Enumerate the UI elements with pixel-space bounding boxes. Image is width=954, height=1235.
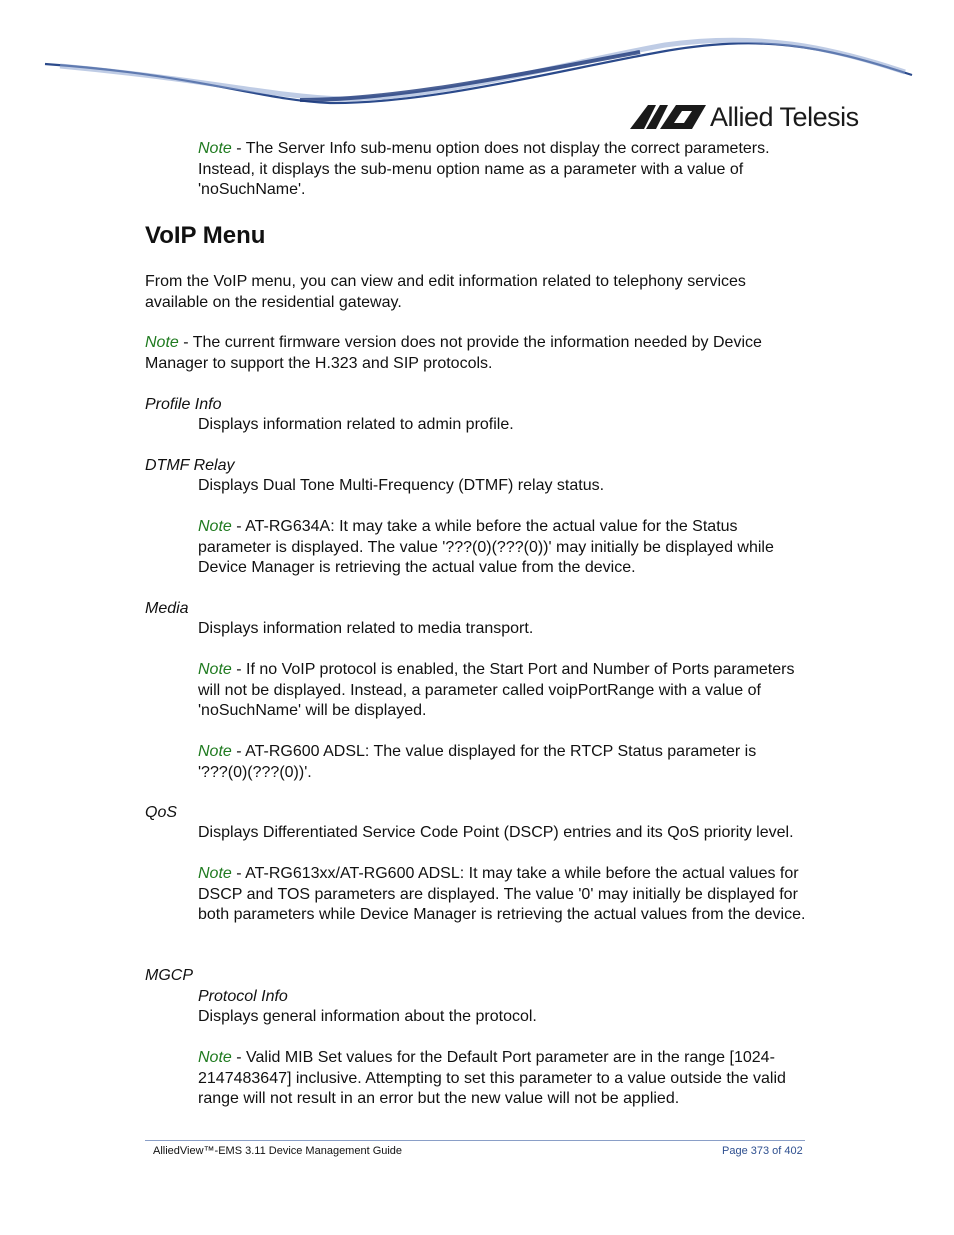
allied-telesis-logo-mark-icon <box>630 103 706 131</box>
qos-title: QoS <box>145 804 178 821</box>
qos-note-text: - AT-RG613xx/AT-RG600 ADSL: It may take a while before the actual values for DSCP and TOS parameters are displayed. The value '0' may initially be displayed for both parameters while Device Manager is retrieving the actual values from the device. <box>198 865 806 923</box>
media-note-2-text: - AT-RG600 ADSL: The value displayed for the RTCP Status parameter is '???(0)(???(0))'. <box>198 743 757 781</box>
note-label: Note <box>198 1049 232 1066</box>
mgcp-desc: Displays general information about the protocol. <box>198 1008 537 1025</box>
mgcp-title: MGCP <box>145 967 193 984</box>
footer-page-number: Page 373 of 402 <box>722 1145 803 1157</box>
qos-note <box>198 864 808 926</box>
intro-note-text: - The Server Info sub-menu option does not display the correct parameters. Instead, it displays the sub-menu option name as a parameter with a value of 'noSuchName'. <box>198 140 770 198</box>
mgcp-note <box>198 1048 808 1110</box>
intro-note <box>198 139 798 201</box>
logo-text: Allied Telesis <box>710 101 859 132</box>
allied-telesis-logo <box>630 100 859 134</box>
dtmf-relay-note <box>198 517 778 579</box>
mgcp-subtitle: Protocol Info <box>198 988 288 1005</box>
section-note-text: - The current firmware version does not provide the information needed by Device Manager to support the H.323 and SIP protocols. <box>145 334 762 372</box>
dtmf-relay-note-text: - AT-RG634A: It may take a while before the actual value for the Status parameter is displayed. The value '???(0)(???(0))' may initially be displayed while Device Manager is retrieving the actual value from the device. <box>198 518 774 576</box>
dtmf-relay-desc: Displays Dual Tone Multi-Frequency (DTMF) relay status. <box>198 477 605 494</box>
note-label: Note <box>198 518 232 535</box>
section-intro: From the VoIP menu, you can view and edit information related to telephony services available on the residential gateway. <box>145 273 746 311</box>
media-desc: Displays information related to media transport. <box>198 620 534 637</box>
qos-desc: Displays Differentiated Service Code Point (DSCP) entries and its QoS priority level. <box>198 824 794 841</box>
footer-document-title: AlliedView™-EMS 3.11 Device Management Guide <box>153 1145 403 1157</box>
note-label: Note <box>198 865 232 882</box>
profile-info-title: Profile Info <box>145 396 222 413</box>
footer-divider <box>145 1140 805 1141</box>
media-note-1 <box>198 660 798 722</box>
mgcp-note-text: - Valid MIB Set values for the Default Port parameter are in the range [1024-2147483647] inclusive. Attempting to set this parameter to a value outside the valid range will not result in an error but the new value will not be applied. <box>198 1049 786 1107</box>
section-note <box>145 333 795 374</box>
media-note-2 <box>198 742 778 783</box>
note-label: Note <box>145 334 179 351</box>
note-label: Note <box>198 661 232 678</box>
dtmf-relay-title: DTMF Relay <box>145 457 235 474</box>
media-note-1-text: - If no VoIP protocol is enabled, the Start Port and Number of Ports parameters will not be displayed. Instead, a parameter called voipPortRange with a value of 'noSuchName' will be displayed. <box>198 661 795 719</box>
note-label: Note <box>198 140 232 157</box>
profile-info-desc: Displays information related to admin profile. <box>198 416 514 433</box>
media-title: Media <box>145 600 189 617</box>
section-title: VoIP Menu <box>145 222 266 249</box>
note-label: Note <box>198 743 232 760</box>
